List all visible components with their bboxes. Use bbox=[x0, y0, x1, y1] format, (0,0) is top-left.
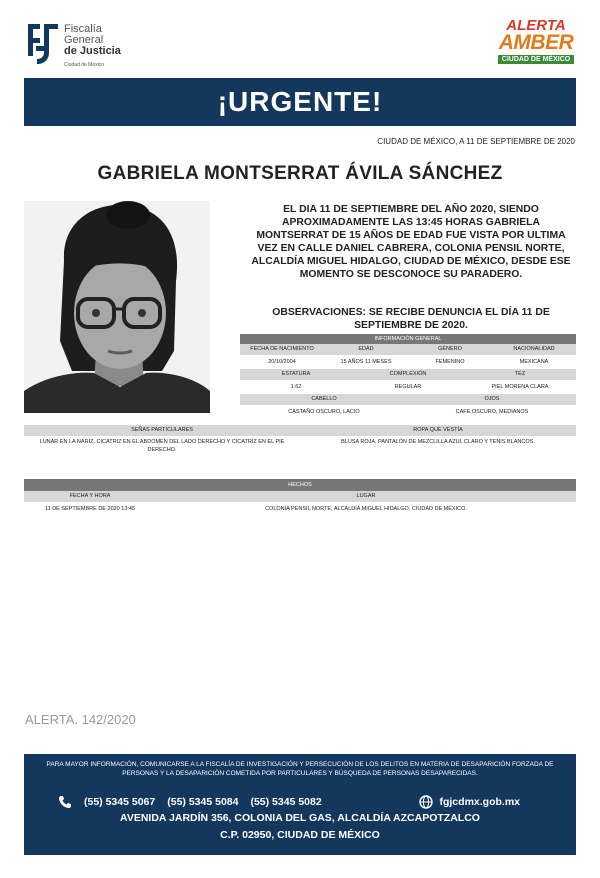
alerta-amber-logo bbox=[498, 18, 574, 76]
nationality-value: MEXICANA bbox=[519, 359, 549, 365]
gender-value: FEMENINO bbox=[435, 359, 465, 365]
skin-value: PIEL MORENA CLARA bbox=[491, 384, 549, 390]
phone-icon bbox=[58, 795, 72, 809]
table-header-row bbox=[24, 491, 576, 502]
person-photo bbox=[24, 201, 210, 413]
org-line-1: Fiscalía bbox=[64, 23, 102, 35]
table-header-row bbox=[240, 394, 576, 405]
urgent-banner: ¡URGENTE! bbox=[24, 78, 576, 126]
header bbox=[24, 18, 576, 74]
birth-value: 20/10/2004 bbox=[268, 359, 296, 365]
amber-line-1: ALERTA bbox=[506, 17, 566, 34]
table-row bbox=[24, 502, 576, 516]
facts-title: HECHOS bbox=[24, 479, 576, 491]
globe-icon bbox=[419, 795, 433, 809]
observations: OBSERVACIONES: SE RECIBE DENUNCIA EL DÍA 11 DE SEPTIEMBRE DE 2020. bbox=[272, 307, 550, 331]
address bbox=[24, 810, 576, 844]
table-header-row bbox=[240, 369, 576, 380]
build-value: REGULAR bbox=[394, 384, 422, 390]
facts-table bbox=[24, 479, 576, 516]
features-table bbox=[24, 425, 576, 454]
address-line-1: AVENIDA JARDÍN 356, COLONIA DEL GAS, ALCALDÍA AZCAPOTZALCO bbox=[120, 812, 480, 824]
table-row bbox=[240, 405, 576, 419]
clothes-value: BLUSA ROJA, PANTALÓN DE MEZCLILLA AZUL CLARO Y TENIS BLANCOS. bbox=[341, 439, 535, 445]
fgj-logo-icon bbox=[24, 22, 62, 68]
alert-id: ALERTA. 142/2020 bbox=[25, 712, 136, 727]
general-info-table bbox=[240, 334, 576, 419]
header-nationality: NACIONALIDAD bbox=[513, 346, 555, 352]
eyes-value: CAFE OSCURO, MEDIANOS bbox=[455, 409, 529, 415]
header-skin: TEZ bbox=[514, 371, 526, 377]
org-line-3: de Justicia bbox=[64, 45, 121, 57]
place-value: COLONIA PENSIL NORTE, ALCALDÍA MIGUEL HIDALGO, CIUDAD DE MÉXICO. bbox=[265, 506, 467, 512]
person-name: GABRIELA MONTSERRAT ÁVILA SÁNCHEZ bbox=[97, 163, 503, 184]
table-row bbox=[240, 355, 576, 369]
header-clothes: ROPA QUE VESTÍA bbox=[413, 427, 463, 433]
table-header-row bbox=[24, 425, 576, 436]
incident-description: EL DIA 11 DE SEPTIEMBRE DEL AÑO 2020, SIENDO APROXIMADAMENTE LAS 13:45 HORAS GABRIELA MONTSERRAT DE 15 AÑOS DE EDAD FUE VISTA POR ULTIMA VEZ EN CALLE DANIEL CABRERA, COLONIA PENSIL NORTE, ALCALDÍA MIGUEL HIDALGO, CIUDAD DE MÉXICO, DESDE ESE MOMENTO SE DESCONOCE SU PARADERO. bbox=[251, 204, 571, 280]
table-header-row bbox=[240, 344, 576, 355]
website-link[interactable]: fgjcdmx.gob.mx bbox=[439, 796, 520, 808]
date-line: CIUDAD DE MÉXICO, A 11 DE SEPTIEMBRE DE 2020 bbox=[377, 137, 575, 146]
hair-value: CASTAÑO OSCURO, LACIO bbox=[288, 409, 360, 415]
header-birth: FECHA DE NACIMIENTO bbox=[250, 346, 314, 352]
amber-line-2: AMBER bbox=[498, 31, 574, 54]
phone-number-1[interactable]: (55) 5345 5067 bbox=[84, 796, 156, 808]
header-gender: GÉNERO bbox=[438, 346, 462, 352]
amber-line-3: CIUDAD DE MÉXICO bbox=[498, 55, 574, 64]
contact-footer bbox=[24, 754, 576, 855]
table-row bbox=[24, 436, 576, 454]
portrait-image bbox=[24, 201, 210, 413]
header-height: ESTATURA bbox=[281, 371, 311, 377]
org-line-4: Ciudad de México bbox=[64, 62, 105, 68]
phone-number-3[interactable]: (55) 5345 5082 bbox=[250, 796, 322, 808]
website bbox=[419, 795, 520, 809]
phone-list bbox=[58, 795, 322, 809]
table-row bbox=[240, 380, 576, 394]
marks-value: LUNAR EN LA NARIZ, CICATRIZ EN EL ABDOMEN DEL LADO DERECHO Y CICATRIZ EN EL PIE DERECHO. bbox=[39, 439, 285, 453]
header-eyes: OJOS bbox=[484, 396, 500, 402]
header-build: COMPLEXIÓN bbox=[389, 371, 427, 377]
header-marks: SEÑAS PARTICULARES bbox=[131, 427, 193, 433]
address-line-2: C.P. 02950, CIUDAD DE MÉXICO bbox=[220, 829, 380, 841]
header-age: EDAD bbox=[358, 346, 374, 352]
org-line-2: General bbox=[64, 34, 104, 46]
header-datetime: FECHA Y HORA bbox=[69, 493, 111, 499]
datetime-value: 11 DE SEPTIEMBRE DE 2020 13:45 bbox=[44, 506, 136, 512]
header-place: LUGAR bbox=[356, 493, 376, 499]
age-value: 15 AÑOS 11 MESES bbox=[340, 359, 392, 365]
org-name bbox=[64, 24, 121, 71]
footer-info-text: PARA MAYOR INFORMACIÓN, COMUNICARSE A LA FISCALÍA DE INVESTIGACIÓN Y PERSECUCIÓN DE LOS DELITOS EN MATERIA DE DESAPARICIÓN FORZADA DE PERSONAS Y LA DESAPARICIÓN COMETIDA POR PARTICULARES Y BÚSQUEDA DE PERSONAS DESAPARECIDAS. bbox=[46, 761, 554, 777]
phone-number-2[interactable]: (55) 5345 5084 bbox=[167, 796, 239, 808]
height-value: 1.62 bbox=[290, 384, 302, 390]
header-hair: CABELLO bbox=[311, 396, 337, 402]
general-info-title: INFORMACIÓN GENERAL bbox=[240, 334, 576, 344]
